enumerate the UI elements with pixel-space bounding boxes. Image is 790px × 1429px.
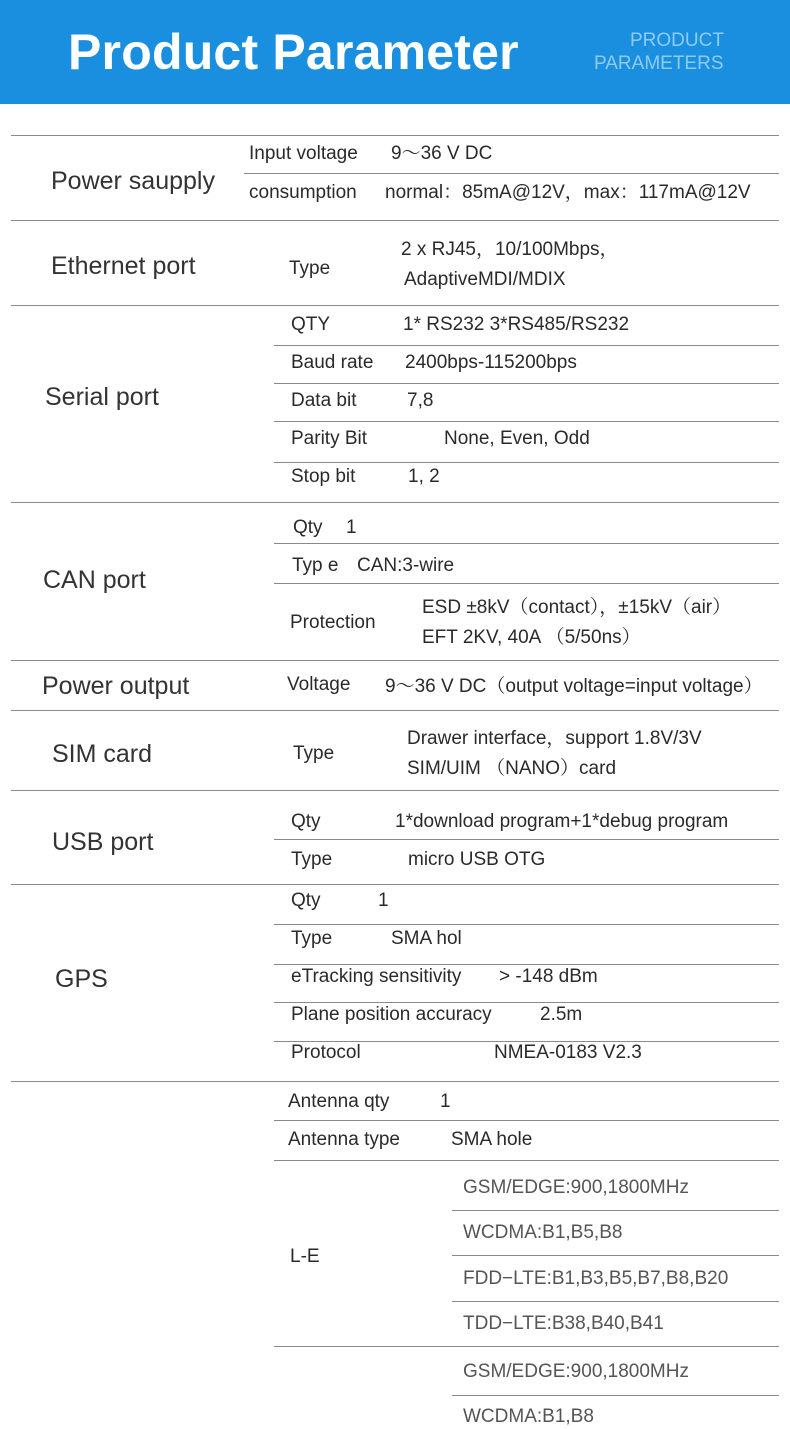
divider	[244, 173, 779, 174]
subtitle-line-2: PARAMETERS	[594, 53, 724, 74]
input-voltage-value: 9～36 V DC	[391, 143, 493, 164]
sim-type-value-line2: SIM/UIM （NANO）card	[407, 758, 617, 779]
divider	[452, 1255, 779, 1256]
ethernet-type-value-line2: AdaptiveMDI/MDIX	[404, 269, 566, 290]
divider	[11, 1081, 779, 1082]
usb-qty-label: Qty	[291, 811, 321, 832]
output-voltage-value: 9～36 V DC（output voltage=input voltage）	[385, 676, 763, 697]
data-bit-value: 7,8	[407, 390, 434, 411]
consumption-value: normal：85mA@12V，max：117mA@12V	[385, 182, 751, 203]
section-power-output: Power output	[42, 672, 190, 700]
next-band: WCDMA:B1,B8	[463, 1406, 594, 1427]
divider	[274, 1160, 779, 1161]
section-can-port: CAN port	[43, 566, 146, 594]
position-accuracy-value: 2.5m	[540, 1004, 583, 1025]
divider	[11, 790, 779, 791]
gps-type-value: SMA hol	[391, 928, 462, 949]
antenna-qty-label: Antenna qty	[288, 1091, 390, 1112]
serial-qty-label: QTY	[291, 314, 331, 335]
ethernet-type-value-line1: 2 x RJ45，10/100Mbps，	[401, 239, 619, 260]
divider	[274, 839, 779, 840]
antenna-type-label: Antenna type	[288, 1129, 400, 1150]
protection-label: Protection	[290, 612, 376, 633]
le-band: FDD−LTE:B1,B3,B5,B7,B8,B20	[463, 1268, 729, 1289]
usb-type-value: micro USB OTG	[408, 849, 546, 870]
le-band: TDD−LTE:B38,B40,B41	[463, 1313, 664, 1334]
divider	[11, 884, 779, 885]
parity-bit-label: Parity Bit	[291, 428, 368, 449]
section-ethernet-port: Ethernet port	[51, 252, 196, 280]
protection-value-line2: EFT 2KV, 40A （5/50ns）	[422, 627, 641, 648]
page-title: Product Parameter	[68, 24, 519, 80]
output-voltage-label: Voltage	[287, 674, 351, 695]
section-usb-port: USB port	[52, 828, 154, 856]
gps-qty-value: 1	[378, 890, 389, 911]
subtitle-line-1: PRODUCT	[630, 30, 724, 51]
usb-qty-value: 1*download program+1*debug program	[395, 811, 729, 832]
section-sim-card: SIM card	[52, 740, 153, 768]
divider	[11, 305, 779, 306]
antenna-qty-value: 1	[440, 1091, 451, 1112]
sim-type-value-line1: Drawer interface，support 1.8V/3V	[407, 728, 702, 749]
sim-type-label: Type	[293, 743, 335, 764]
can-type-label: Typ e	[292, 555, 339, 576]
baud-rate-value: 2400bps-115200bps	[405, 352, 577, 373]
can-type-value: CAN:3-wire	[357, 555, 455, 576]
gps-qty-label: Qty	[291, 890, 321, 911]
can-qty-value: 1	[346, 517, 357, 538]
section-serial-port: Serial port	[45, 383, 159, 411]
protocol-value: NMEA-0183 V2.3	[494, 1042, 642, 1063]
baud-rate-label: Baud rate	[291, 352, 374, 373]
can-qty-label: Qty	[293, 517, 323, 538]
gps-type-label: Type	[291, 928, 333, 949]
divider	[452, 1301, 779, 1302]
parity-bit-value: None, Even, Odd	[444, 428, 590, 449]
section-power-supply: Power saupply	[51, 167, 215, 195]
serial-qty-value: 1* RS232 3*RS485/RS232	[403, 314, 630, 335]
usb-type-label: Type	[291, 849, 333, 870]
antenna-type-value: SMA hole	[451, 1129, 533, 1150]
protection-value-line1: ESD ±8kV（contact），±15kV（air）	[422, 597, 732, 618]
divider	[452, 1395, 779, 1396]
divider	[274, 1120, 779, 1121]
divider	[11, 502, 779, 503]
divider	[274, 583, 779, 584]
le-band: WCDMA:B1,B5,B8	[463, 1222, 623, 1243]
divider	[11, 220, 779, 221]
divider	[274, 924, 779, 925]
divider	[11, 710, 779, 711]
stop-bit-value: 1, 2	[408, 466, 440, 487]
divider	[274, 462, 779, 463]
le-band: GSM/EDGE:900,1800MHz	[463, 1177, 689, 1198]
le-label: L-E	[290, 1246, 320, 1267]
divider	[274, 1346, 779, 1347]
tracking-sensitivity-label: eTracking sensitivity	[291, 966, 462, 987]
next-band: GSM/EDGE:900,1800MHz	[463, 1361, 689, 1382]
input-voltage-label: Input voltage	[249, 143, 358, 164]
divider	[11, 135, 779, 136]
divider	[274, 421, 779, 422]
stop-bit-label: Stop bit	[291, 466, 356, 487]
divider	[274, 383, 779, 384]
divider	[274, 543, 779, 544]
divider	[452, 1210, 779, 1211]
divider	[274, 345, 779, 346]
protocol-label: Protocol	[291, 1042, 361, 1063]
header-banner	[0, 0, 790, 104]
data-bit-label: Data bit	[291, 390, 357, 411]
position-accuracy-label: Plane position accuracy	[291, 1004, 492, 1025]
section-gps: GPS	[55, 965, 108, 993]
ethernet-type-label: Type	[289, 258, 331, 279]
tracking-sensitivity-value: > -148 dBm	[499, 966, 598, 987]
consumption-label: consumption	[249, 182, 357, 203]
page-subtitle	[594, 29, 754, 75]
divider	[11, 660, 779, 661]
